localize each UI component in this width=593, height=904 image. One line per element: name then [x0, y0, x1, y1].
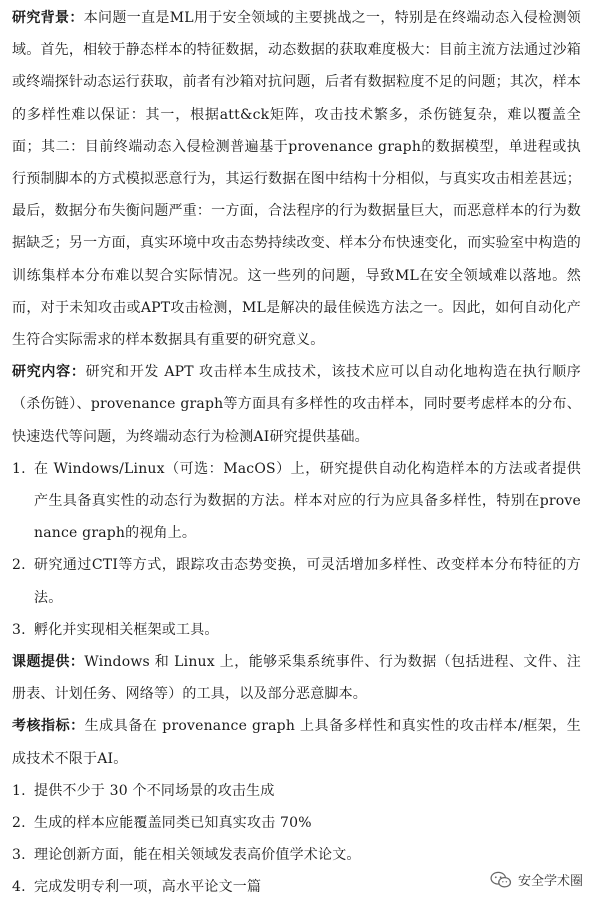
assessment-metrics-paragraph: [12, 710, 581, 774]
list-item: [12, 807, 581, 839]
list-item-number: 1.: [12, 460, 26, 477]
list-item: [12, 549, 581, 613]
research-background-label: 研究背景：: [12, 10, 84, 26]
list-item-number: 4.: [12, 879, 26, 896]
list-item: [12, 453, 581, 550]
list-item: [12, 839, 581, 871]
research-content-text: 研究和开发 APT 攻击样本生成技术，该技术应可以自动化地构造在执行顺序（杀伤链）、provenance graph等方面具有多样性的攻击样本，同时要考虑样本的分布、快速迭代等问题，为终端动态行为检测AI研究提供基础。: [12, 364, 582, 445]
list-item-text: 理论创新方面，能在相关领域发表高价值学术论文。: [34, 847, 361, 864]
list-item: [12, 614, 581, 646]
list-item-text: 完成发明专利一项，高水平论文一篇: [34, 879, 262, 896]
list-item-text: 生成的样本应能覆盖同类已知真实攻击 70%: [34, 815, 312, 832]
list-item-text: 提供不少于 30 个不同场景的攻击生成: [34, 782, 275, 799]
topic-provided-label: 课题提供：: [12, 654, 85, 671]
list-item-number: 2.: [12, 557, 26, 574]
list-item-number: 3.: [12, 621, 26, 638]
research-background-text: 本问题一直是ML用于安全领域的主要挑战之一，特别是在终端动态入侵检测领域。首先，相较于静态样本的特征数据，动态数据的获取难度极大：目前主流方法通过沙箱或终端探针动态运行获取，前者有沙箱对抗问题，后者有数据粒度不足的问题；其次，样本的多样性难以保证：其一，根据att&ck矩阵，攻击技术繁多，杀伤链复杂，难以覆盖全面；其二：目前终端动态入侵检测普遍基于provenance graph的数据模型，单进程或执行预制脚本的方式模拟恶意行为，其运行数据在图中结构十分相似，与真实攻击相差甚远；最后，数据分布失衡问题严重：一方面，合法程序的行为数据量巨大，而恶意样本的行为数据缺乏；另一方面，真实环境中攻击态势持续改变、样本分布快速变化，而实验室中构造的训练集样本分布难以契合实际情况。这一些列的问题，导致ML在安全领域难以落地。然而，对于未知攻击或APT攻击检测，ML是解决的最佳候选方法之一。因此，如何自动化产生符合实际需求的样本数据具有重要的研究意义。: [12, 10, 582, 349]
research-content-label: 研究内容：: [12, 364, 86, 381]
list-item-number: 3.: [12, 847, 26, 864]
watermark-text: 安全学术圈: [517, 874, 583, 889]
list-item-number: 2.: [12, 815, 26, 832]
research-content-paragraph: [12, 356, 581, 453]
research-content-list: [12, 453, 581, 646]
topic-provided-paragraph: [12, 646, 581, 710]
list-item-number: 1.: [12, 782, 26, 799]
topic-provided-text: Windows 和 Linux 上，能够采集系统事件、行为数据（包括进程、文件、注册表、计划任务、网络等）的工具，以及部分恶意脚本。: [12, 654, 581, 703]
assessment-metrics-text: 生成具备在 provenance graph 上具备多样性和真实性的攻击样本/框架，生成技术不限于AI。: [12, 718, 581, 767]
assessment-metrics-label: 考核指标：: [12, 718, 85, 735]
list-item-text: 研究通过CTI等方式，跟踪攻击态势变换，可灵活增加多样性、改变样本分布特征的方法。: [34, 557, 581, 606]
research-background-paragraph: [12, 2, 581, 356]
wechat-icon: [490, 871, 512, 889]
list-item-text: 孵化并实现相关框架或工具。: [34, 621, 219, 638]
watermark: [490, 870, 583, 889]
list-item: [12, 775, 581, 807]
list-item-text: 在 Windows/Linux（可选：MacOS）上，研究提供自动化构造样本的方法或者提供产生具备真实性的动态行为数据的方法。样本对应的行为应具备多样性，特别在provenance graph的视角上。: [34, 460, 581, 542]
